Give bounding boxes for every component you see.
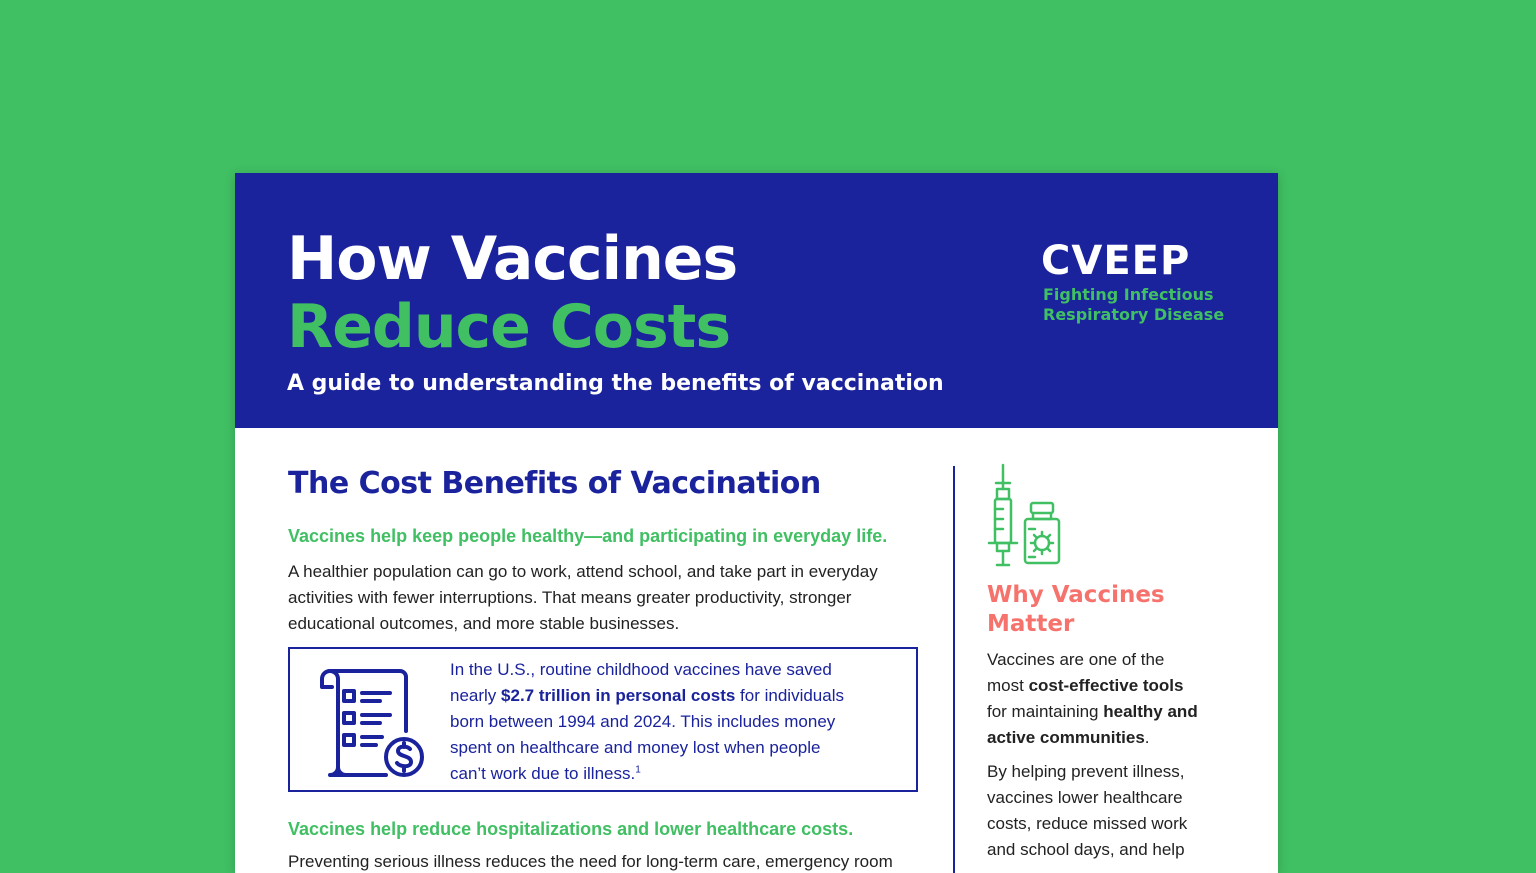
title-line-2: Reduce Costs: [287, 292, 731, 362]
sidebar-line: for maintaining: [987, 702, 1104, 721]
callout-text: [450, 657, 890, 787]
subhead-healthy-participation: Vaccines help keep people healthy—and participating in everyday life.: [288, 526, 888, 546]
sidebar-line: costs, reduce missed work: [987, 814, 1188, 833]
callout-highlight-amount: $2.7 trillion in personal costs: [501, 686, 736, 705]
sidebar-line: vaccines lower healthcare: [987, 788, 1183, 807]
syringe-vial-icon: [987, 463, 1065, 573]
callout-line: for individuals: [735, 686, 844, 705]
sidebar-line: most: [987, 676, 1029, 695]
sidebar-line: By helping prevent illness,: [987, 762, 1185, 781]
brand-tagline-line-1: Fighting Infectious: [1043, 285, 1214, 304]
paragraph-line: A healthier population can go to work, attend school, and take part in everyday: [288, 562, 878, 581]
sidebar-line: Vaccines are one of the: [987, 650, 1165, 669]
footnote-marker: 1: [635, 764, 641, 776]
main-column: [288, 466, 928, 871]
callout-line: spent on healthcare and money lost when people: [450, 738, 821, 757]
brand-tagline: [1043, 285, 1224, 325]
paragraph-preventing-illness: Preventing serious illness reduces the need for long-term care, emergency room: [288, 852, 893, 871]
sidebar-emphasis: active communities: [987, 728, 1145, 747]
sidebar-line: .: [1144, 728, 1150, 747]
savings-callout-box: [288, 647, 918, 792]
callout-line: born between 1994 and 2024. This includes money: [450, 712, 836, 731]
paragraph-healthier-population: [288, 559, 918, 637]
header-banner: [235, 173, 1278, 428]
sidebar-title-line-1: Why Vaccines: [987, 582, 1165, 608]
column-divider: [953, 466, 955, 873]
subhead-reduce-hospitalizations: Vaccines help reduce hospitalizations and lower healthcare costs.: [288, 819, 854, 839]
paragraph-line: educational outcomes, and more stable businesses.: [288, 614, 680, 633]
fact-sheet-document: [235, 173, 1278, 873]
sidebar-paragraph-prevent-illness: [987, 759, 1227, 863]
callout-line: nearly: [450, 686, 502, 705]
section-title: The Cost Benefits of Vaccination: [288, 466, 821, 501]
subtitle: A guide to understanding the benefits of vaccination: [287, 371, 944, 396]
callout-line: can’t work due to illness.: [450, 764, 636, 783]
brand-logo-name: CVEEP: [1041, 238, 1191, 284]
sidebar-title-line-2: Matter: [987, 611, 1075, 637]
sidebar-line: and school days, and help: [987, 840, 1185, 859]
title-line-1: How Vaccines: [287, 224, 738, 294]
receipt-checklist-dollar-icon: [308, 665, 426, 781]
brand-tagline-line-2: Respiratory Disease: [1043, 305, 1225, 324]
sidebar-paragraph-cost-effective: [987, 647, 1227, 751]
sidebar-title: [987, 581, 1227, 639]
sidebar-emphasis: cost-effective tools: [1028, 676, 1184, 695]
callout-line: In the U.S., routine childhood vaccines have saved: [450, 660, 832, 679]
paragraph-line: activities with fewer interruptions. That means greater productivity, stronger: [288, 588, 852, 607]
sidebar-emphasis: healthy and: [1103, 702, 1198, 721]
